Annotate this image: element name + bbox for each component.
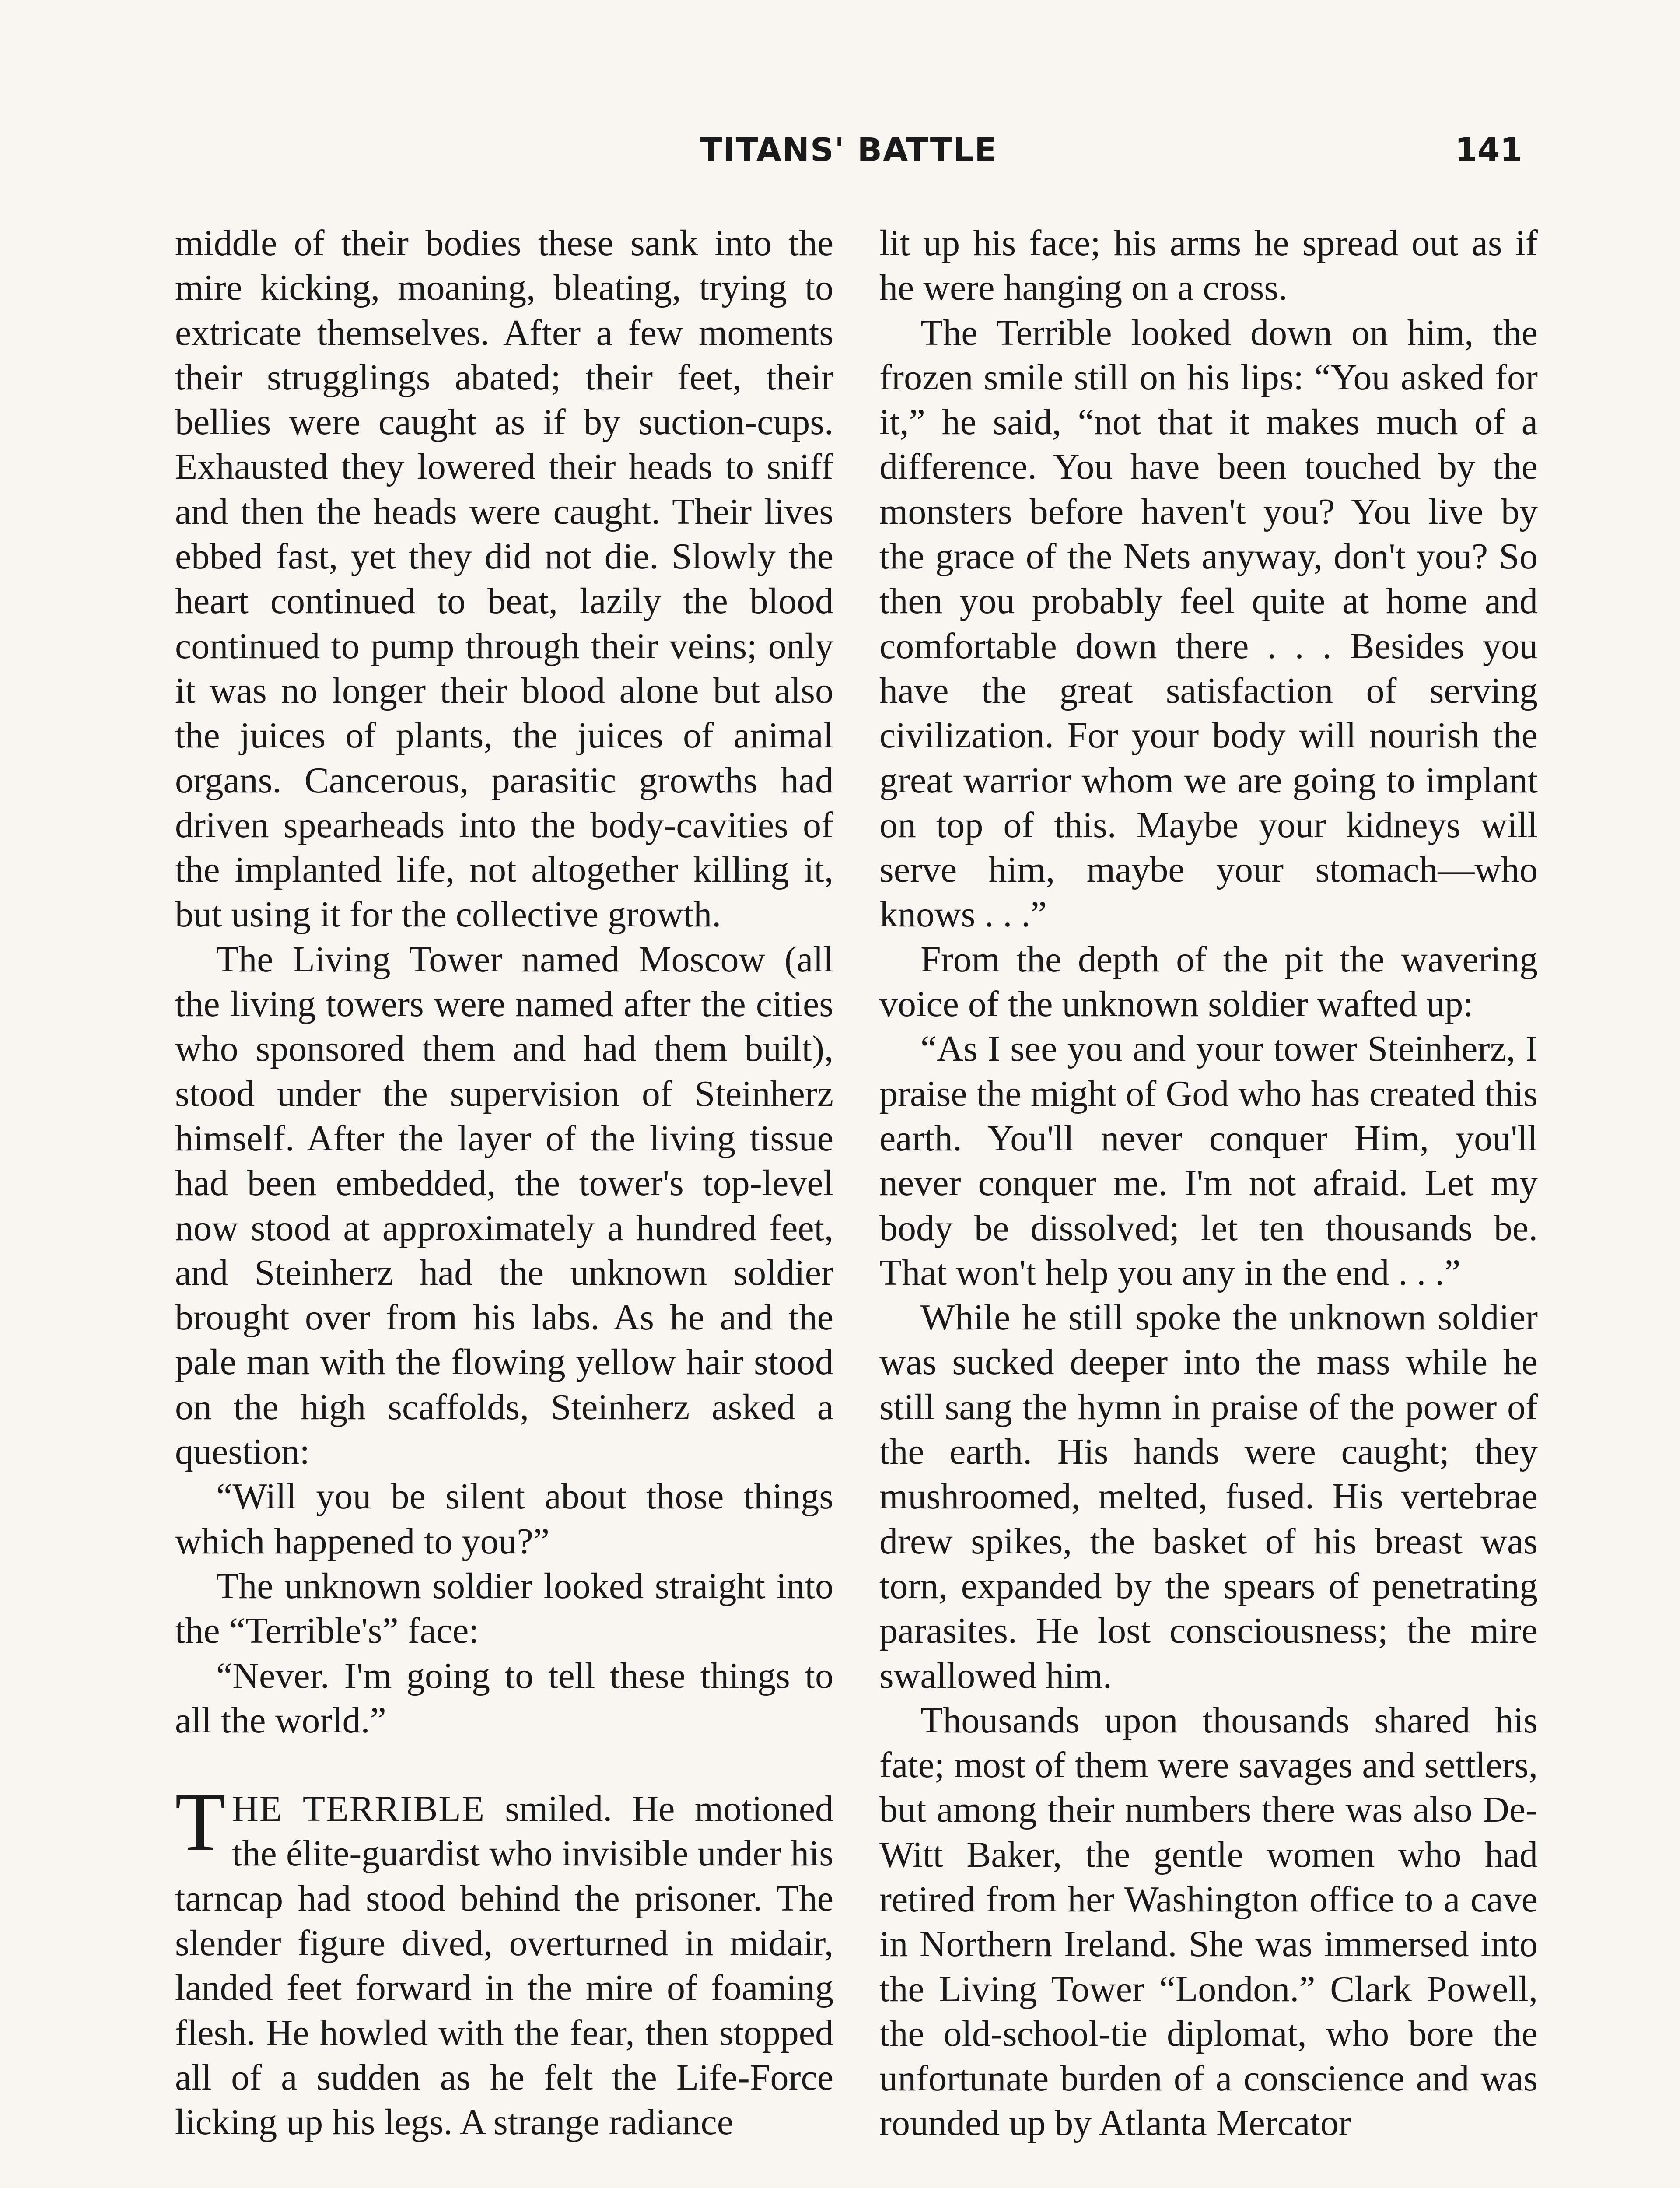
section-paragraph <box>175 1776 833 2145</box>
paragraph: middle of their bodies these sank into the mire kicking, moaning, bleating, trying to extricate themselves. After a few moments their strugglings abated; their feet, their bellies were caught as if by suction-cups. Exhausted they lowered their heads to sniff and then the heads were caught. Their lives ebbed fast, yet they did not die. Slowly the heart continued to beat, lazily the blood continued to pump through their veins; only it was no longer their blood alone but also the juices of plants, the juices of animal organs. Cancerous, parasitic growths had driven spearheads into the body-cavities of the implanted life, not altogether killing it, but using it for the collective growth. <box>175 223 833 935</box>
paragraph: Thousands upon thousands shared his fate; most of them were savages and settlers, but among their numbers there was also De-Witt Baker, the gentle women who had retired from her Washington office to a cave in Northern Ireland. She was immersed into the Living Tower “London.” Clark Powell, the old-school-tie diplomat, who bore the unfortunate burden of a conscience and was rounded up by Atlanta Mercator <box>879 1700 1538 2144</box>
paragraph: The unknown soldier looked straight into the “Terrible's” face: <box>175 1565 833 1652</box>
paragraph: lit up his face; his arms he spread out as if he were hanging on a cross. <box>879 223 1538 309</box>
paragraph: “Will you be silent about those things which happened to you?” <box>175 1476 833 1562</box>
right-column <box>879 221 1538 2146</box>
paragraph: While he still spoke the unknown soldier was sucked deeper into the mass while he still sang the hymn in praise of the power of the earth. His hands were caught; they mushroomed, melted, fused. His vertebrae drew spikes, the basket of his breast was torn, expanded by the spears of penetrating parasites. He lost consciousness; the mire swallowed him. <box>879 1297 1538 1696</box>
page-header <box>175 131 1522 184</box>
paragraph: “Never. I'm going to tell these things to all the world.” <box>175 1655 833 1741</box>
page-number: 141 <box>1455 131 1522 169</box>
paragraph: The Terrible looked down on him, the frozen smile still on his lips: “You asked for it,” he said, “not that it makes much of a difference. You have been touched by the monsters before haven't you? You live by the grace of the Nets anyway, don't you? So then you probably feel quite at home and comfortable down there . . . Besides you have the great satisfaction of serving civilization. For your body will nourish the great warrior whom we are going to implant on top of this. Maybe your kidneys will serve him, maybe your stomach—who knows . . .” <box>879 312 1538 935</box>
lead-in: HE TERRIBLE <box>232 1788 486 1830</box>
drop-cap: T <box>175 1776 226 1869</box>
paragraph: From the depth of the pit the wavering voice of the unknown soldier wafted up: <box>879 939 1538 1025</box>
running-title: TITANS' BATTLE <box>700 131 998 169</box>
paragraph: The Living Tower named Moscow (all the living towers were named after the cities who sponsored them and had them built), stood under the supervision of Steinherz himself. After the layer of the living tissue had been embedded, the tower's top-level now stood at approximately a hundred feet, and Steinherz had the unknown soldier brought over from his labs. As he and the pale man with the flowing yellow hair stood on the high scaffolds, Steinherz asked a question: <box>175 939 833 1473</box>
left-column <box>175 221 833 2145</box>
paragraph-text: smiled. He motioned the élite-guardist who invisible under his tarncap had stood behind the prisoner. The slender figure dived, overturned in midair, landed feet forward in the mire of foaming flesh. He howled with the fear, then stopped all of a sudden as he felt the Life-Force licking up his legs. A strange radiance <box>175 1788 833 2143</box>
paragraph: “As I see you and your tower Steinherz, I praise the might of God who has created this earth. You'll never conquer Him, you'll never conquer me. I'm not afraid. Let my body be dissolved; let ten thousands be. That won't help you any in the end . . .” <box>879 1028 1538 1293</box>
